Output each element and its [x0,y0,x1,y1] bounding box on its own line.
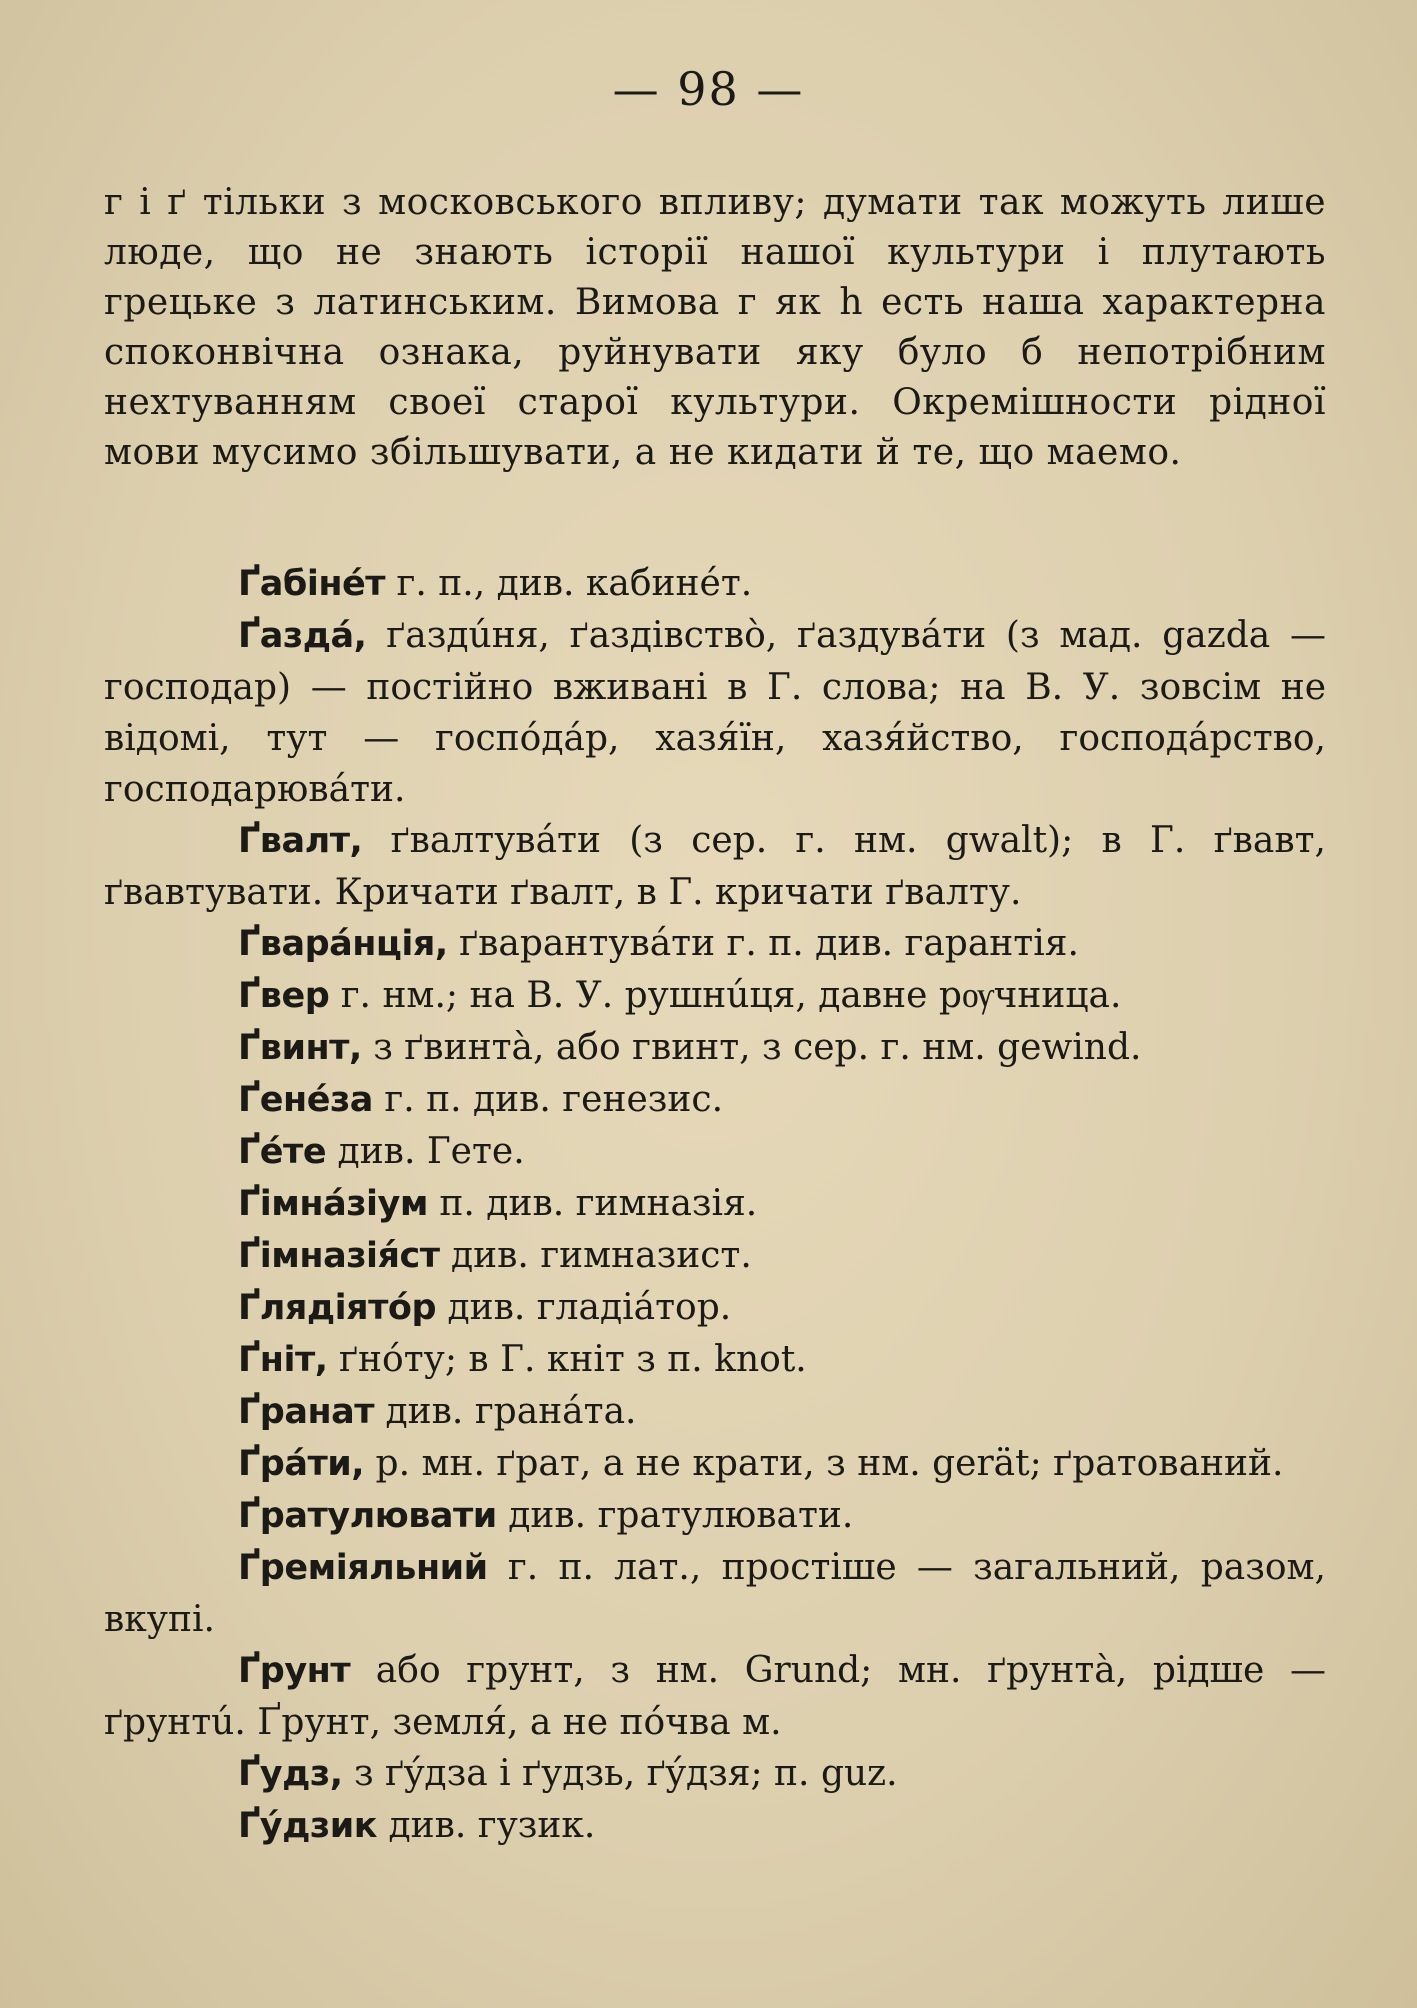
entry-definition: див. гимназист. [439,1235,752,1276]
entry-definition: г. п. лат., простіше — загальний, разом, вкупі. [104,1547,1326,1640]
entry-headword: Ґратулювати [238,1496,497,1536]
entry-definition: г. п. див. генезис. [372,1079,724,1120]
dictionary-entry [104,1748,1326,1800]
dictionary-entry [104,1178,1326,1230]
entry-headword: Ґлядіятóр [238,1288,437,1328]
entry-headword: Ґімнáзіум [238,1184,428,1224]
entry-definition: див. гладіáтор. [436,1287,732,1328]
dictionary-entry [104,1074,1326,1126]
entry-headword: Ґвалт, [238,821,363,861]
page-number: — 98 — [612,62,805,116]
dictionary-entry [104,1022,1326,1074]
entry-headword: Ґрáти, [238,1444,365,1484]
dictionary-entry [104,1645,1326,1748]
dictionary-entry [104,1282,1326,1334]
dictionary-entry [104,558,1326,610]
entry-definition: р. мн. ґрат, а не крати, з нм. gerät; ґратований. [364,1443,1284,1484]
entry-definition: див. гузик. [377,1805,596,1846]
intro-paragraph [104,178,1326,478]
entry-definition: ґаздúня, ґаздівствò, ґаздувáти (з мад. gazda — господар) — постійно вживані в Г. слова; на В. У. зовсім не відомі, тут — госпóдáр, хазя́їн, хазя́йство, господáрство, господарювáти. [104,615,1326,810]
entry-headword: Ґвинт, [238,1028,362,1068]
entry-definition: г. п., див. кабинéт. [385,563,753,604]
dictionary-entry [104,1800,1326,1852]
entry-definition: з ґвинтà, або гвинт, з сер. г. нм. gewind. [361,1027,1142,1068]
entry-headword: Ґімназія́ст [238,1236,440,1276]
entry-definition: див. гратулювати. [496,1495,854,1536]
entry-definition: п. див. гимназія. [427,1183,758,1224]
intro-text: г і ґ тільки з московського впливу; думати так можуть лише люде, що не знають історії нашої культури і плутають грецьке з латинським. Вимова г як h есть наша характерна споконвічна ознака, руйнувати яку було б непотрібним нехтуванням своеї старої культури. Окремішности рідної мови мусимо збільшувати, а не кидати й те, що маемо. [104,182,1326,473]
entry-headword: Ґварáнція, [238,924,448,964]
dictionary-entry [104,1490,1326,1542]
dictionary-entry [104,1126,1326,1178]
entry-definition: з ґýдза і ґудзь, ґýдзя; п. guz. [342,1753,898,1794]
entry-definition: див. гранáта. [374,1391,637,1432]
entry-headword: Ґудз, [238,1754,343,1794]
entry-definition: або грунт, з нм. Grund; мн. ґрунтà, рідше — ґрунтú. Ґрунт, земля́, а не пóчва м. [104,1650,1326,1743]
entry-headword: Ґніт, [238,1340,328,1380]
dictionary-entry [104,610,1326,815]
dictionary-entry [104,970,1326,1022]
entry-headword: Ґабінéт [238,564,386,604]
entry-definition: г. нм.; на В. У. рушнúця, давне рѹчница. [329,975,1122,1016]
dictionary-entry [104,1386,1326,1438]
dictionary-entries [104,558,1326,1852]
entry-headword: Ґýдзик [238,1806,377,1846]
entry-headword: Ґвер [238,976,330,1016]
dictionary-entry [104,815,1326,918]
entry-definition: див. Гете. [326,1131,525,1172]
entry-headword: Ґрунт [238,1651,351,1691]
dictionary-entry [104,1542,1326,1645]
entry-headword: Ґреміяльний [238,1548,488,1588]
entry-definition: ґварантувáти г. п. див. гарантія. [447,923,1079,964]
entry-headword: Ґенéза [238,1080,373,1120]
dictionary-entry [104,1230,1326,1282]
entry-headword: Ґранат [238,1392,375,1432]
entry-definition: ґвалтувáти (з сер. г. нм. gwalt); в Г. ґвавт, ґвавтувати. Кричати ґвалт, в Г. кричати ґвалту. [104,820,1326,913]
entry-definition: ґнóту; в Г. кнiт з п. knot. [327,1339,807,1380]
entry-headword: Ґéте [238,1132,327,1172]
dictionary-entry [104,918,1326,970]
entry-headword: Ґаздá, [238,616,367,656]
dictionary-entry [104,1334,1326,1386]
dictionary-entry [104,1438,1326,1490]
